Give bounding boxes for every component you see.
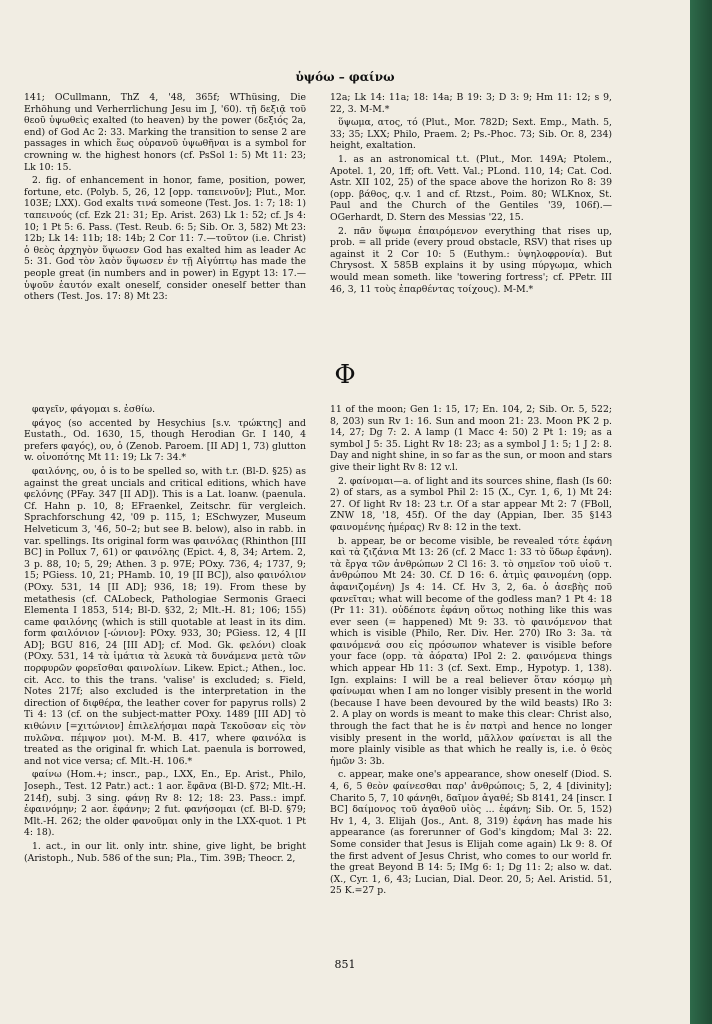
paragraph: b. appear, be or become visible, be revealed τότε ἐφάνη καὶ τὰ ζιζάνια Mt 13: 26 (cf. 2 Macc 1: 33 τὸ ὕδωρ ἐφάνη). τὰ ἔργα τῶν ἀνθρώπων 2 Cl 16: 3. τὸ σημεῖον τοῦ υἱοῦ τ. ἀνθρώπου Mt 24: 30. Cf. D 16: 6. ἀτμὶς φαινομένη (opp. ἀφανιζομένη) Js 4: 14. Cf. Hv 3, 2, 6a. ὁ ἀσεβὴς ποῦ φανεῖται; what will become of the godless man? 1 Pt 4: 18 (Pr 11: 31). οὐδέποτε ἐφάνη οὕτως nothing like this was ever seen (= happened) Mt 9: 33. τὸ φαινόμενον that which is visible (Philo, Rer. Div. Her. 270) IRo 3: 3a. τὰ φαινόμενά σου εἰς πρόσωπον whatever is visible before your face (opp. τὰ ἀόρατα) IPol 2: 2. φαινόμενα things which appear Hb 11: 3 (cf. Sext. Emp., Hypotyp. 1, 138). Ign. explains: I will be a real believer ὅταν κόσμῳ μὴ φαίνωμαι when I am no longer visibly present in the world (because I have been devoured by the wild beasts) IRo 3: 2. A play on words is meant to make this clear: Christ also, through the fact that he is ἐν πατρὶ and hence no longer visibly present in the world, μᾶλλον φαίνεται is all the more plainly visible as that which he really is, i.e. ὁ θεὸς ἡμῶν 3: 3b. — [330, 535, 612, 767]
entry-phagos: φάγος (so accented by Hesychius [s.v. τρώκτης] and Eustath., Od. 1630, 15, though Herodian Gr. I 140, 4 prefers φαγός), ου, ὁ (Zenob. Paroem. [II AD] 1, 73) glutton w. οἰνοπότης Mt 11: 19; Lk 7: 34.* — [24, 417, 306, 464]
paragraph: 141; OCullmann, ThZ 4, '48, 365f; WThüsing, Die Erhöhung und Verherrlichung Jesu im J, '60). τῇ δεξιᾷ τοῦ θεοῦ ὑψωθεὶς exalted (to heaven) by the power (δεξιός 2a, end) of God Ac 2: 33. Marking the transition to sense 2 are passages in which ἕως οὐρανοῦ ὑψωθῆναι is a symbol for crowning w. the highest honors (cf. PsSol 1: 5) Mt 11: 23; Lk 10: 15. — [24, 92, 306, 173]
book-cover-edge — [690, 0, 712, 1024]
paragraph: c. appear, make one's appearance, show oneself (Diod. S. 4, 6, 5 θεὸν φαίνεσθαι παρ' ἀνθρώποις; 5, 2, 4 [divinity]; Charito 5, 7, 10 φάνηθι, δαῖμον ἀγαθέ; Sb 8141, 24 [inscr. I BC] δαίμονος τοῦ ἀγαθοῦ υἱὸς ... ἐφάνη; Sib. Or. 5, 152) Hv 1, 4, 3. Elijah (Jos., Ant. 8, 319) ἐφάνη has made his appearance (as forerunner of God's kingdom; Mal 3: 22. Some consider that Jesus is Elijah come again) Lk 9: 8. Of the first advent of Jesus Christ, who comes to our world fr. the great Beyond B 14: 5; IMg 6: 1; Dg 11: 2; also w. dat. (X., Cyr. 1, 6, 43; Lucian, Dial. Deor. 20, 5; Ael. Aristid. 51, 25 K.=27 p. — [330, 769, 612, 897]
paragraph: 2. πᾶν ὕψωμα ἐπαιρόμενον everything that rises up, prob. = all pride (every proud obstacle, RSV) that rises up against it 2 Cor 10: 5 (Euthym.: ὑψηλοφρονία). But Chrysost. X 585B explains it by using πύργωμα, which would mean someth. like 'towering fortress'; cf. PPetr. III 46, 3, 11 τοὺς ἐπαρθέντας τοίχους). M-M.* — [330, 225, 612, 295]
top-right-column — [330, 92, 612, 328]
section-letter: Φ — [334, 360, 356, 390]
bottom-left-column — [24, 404, 306, 944]
paragraph: 2. fig. of enhancement in honor, fame, position, power, fortune, etc. (Polyb. 5, 26, 12 [opp. ταπεινοῦν]; Plut., Mor. 103E; LXX). God exalts τινά someone (Test. Jos. 1: 7; 18: 1) ταπεινούς (cf. Ezk 21: 31; Ep. Arist. 263) Lk 1: 52; cf. Js 4: 10; 1 Pt 5: 6. Pass. (Test. Reub. 6: 5; Sib. Or. 3, 582) Mt 23: 12b; Lk 14: 11b; 18: 14b; 2 Cor 11: 7.—τοῦτον (i.e. Christ) ὁ θεὸς ἀρχηγὸν ὕψωσεν God has exalted him as leader Ac 5: 31. God τὸν λαὸν ὕψωσεν ἐν τῇ Αἰγύπτῳ has made the people great (in numbers and in power) in Egypt 13: 17.—ὑψοῦν ἑαυτόν exalt oneself, consider oneself better than others (Test. Jos. 17: 8) Mt 23: — [24, 175, 306, 303]
paragraph: 1. act., in our lit. only intr. shine, give light, be bright (Aristoph., Nub. 586 of the sun; Pla., Tim. 39B; Theocr. 2, — [24, 840, 306, 864]
paragraph: 11 of the moon; Gen 1: 15, 17; En. 104, 2; Sib. Or. 5, 522; 8, 203) sun Rv 1: 16. Sun and moon 21: 23. Moon PK 2 p. 14, 27; Dg 7: 2. A lamp (1 Macc 4: 50) 2 Pt 1: 19; as a symbol J 5: 35. Light Rv 18: 23; as a symbol J 1: 5; 1 J 2: 8. Day and night shine, in so far as the sun, or moon and stars give their light Rv 8: 12 v.l. — [330, 404, 612, 473]
entry-phailones: φαιλόνης, ου, ὁ is to be spelled so, with t.r. (Bl-D. §25) as against the great uncials and critical editions, which have φελόνης (PFay. 347 [II AD]). This is a Lat. loanw. (paenula. Cf. Hahn p. 10, 8; EFraenkel, Zeitschr. für vergleich. Sprachforschung 42, '09 p. 115, 1; ESchwyzer, Museum Helveticum 3, '46, 50–2; but see B. below), also in rabb. in var. spellings. Its original form was φαινόλας (Rhinthon [III BC] in Pollux 7, 61) or φαινόλης (Epict. 4, 8, 34; Artem. 2, 3 p. 88, 10; 5, 29; Athen. 3 p. 97E; POxy. 736, 4; 1737, 9; 15; PGiess. 10, 21; PHamb. 10, 19 [II BC]), also φαινόλιον (POxy. 531, 14 [II AD]; 936, 18; 19). From these by metathesis (cf. CALobeck, Pathologiae Sermonis Graeci Elementa I 1853, 514; Bl-D. §32, 2; Mlt.-H. 81; 106; 155) came φαιλόνης (which is still quotable at least in its dim. form φαιλόνιον [-ώνιον]: POxy. 933, 30; PGiess. 12, 4 [II AD]; BGU 816, 24 [III AD]; cf. Mod. Gk. φελόνι) cloak (POxy. 531, 14 τὰ ἱμάτια τὰ λευκὰ τὰ δυνάμενα μετὰ τῶν πορφυρῶν φορεῖσθαι φαινολίων. Likew. Epict.; Athen., loc. cit. Acc. to this the trans. 'valise' is excluded; s. Field, Notes 217f; also excluded is the interpretation in the direction of διφθέρα, the leather cover for papyrus rolls) 2 Ti 4: 13 (cf. on the subject-matter POxy. 1489 [III AD] τὸ κιθώνιν [=χιτώνιον] ἐπιλελήσμαι παρὰ Τεκοῦσαν εἰς τὸν πυλῶνα. πέμψον μοι). M-M. B. 417, where φαινόλα is treated as the original fr. which Lat. paenula is borrowed, and not vice versa; cf. Mlt.-H. 106.* — [24, 465, 306, 767]
paragraph: 12a; Lk 14: 11a; 18: 14a; B 19: 3; D 3: 9; Hm 11: 12; s 9, 22, 3. M-M.* — [330, 92, 612, 115]
entry-hypsoma: ὕψωμα, ατος, τό (Plut., Mor. 782D; Sext. Emp., Math. 5, 33; 35; LXX; Philo, Praem. 2; Ps.-Phoc. 73; Sib. Or. 8, 234) height, exaltation. — [330, 117, 612, 152]
entry-phagein: φαγεῖν, φάγομαι s. ἐσθίω. — [32, 404, 156, 415]
entry-phaino: φαίνω (Hom.+; inscr., pap., LXX, En., Ep. Arist., Philo, Joseph., Test. 12 Patr.) act.: 1 aor. ἔφᾶνα (Bl-D. §72; Mlt.-H. 214f), subj. 3 sing. φάνῃ Rv 8: 12; 18: 23. Pass.: impf. ἐφαινόμην; 2 aor. ἐφάνην; 2 fut. φανήσομαι (cf. Bl-D. §79; Mlt.-H. 262; the older φανοῦμαι only in the LXX-quot. 1 Pt 4: 18). — [24, 769, 306, 839]
paragraph: 2. φαίνομαι—a. of light and its sources shine, flash (Is 60: 2) of stars, as a symbol Phil 2: 15 (X., Cyr. 1, 6, 1) Mt 24: 27. Of light Rv 18: 23 t.r. Of a star appear Mt 2: 7 (FBoll, ZNW 18, '18, 45f). Of the day (Appian, Iber. 35 §143 φαινομένης ἡμέρας) Rv 8: 12 in the text. — [330, 475, 612, 533]
top-left-column — [24, 92, 306, 328]
running-head: ὑψόω – φαίνω — [295, 70, 395, 84]
paragraph: 1. as an astronomical t.t. (Plut., Mor. 149A; Ptolem., Apotel. 1, 20, 1ff; oft. Vett. Val.; PLond. 110, 14; Cat. Cod. Astr. XII 102, 25) of the space above the horizon Ro 8: 39 (opp. βάθος, q.v. 1 and cf. Rtzst., Poim. 80; WLKnox, St. Paul and the Church of the Gentiles '39, 106f).—OGerhardt, D. Stern des Messias '22, 15. — [330, 153, 612, 223]
bottom-right-column — [330, 404, 612, 944]
page-number: 851 — [334, 958, 356, 971]
